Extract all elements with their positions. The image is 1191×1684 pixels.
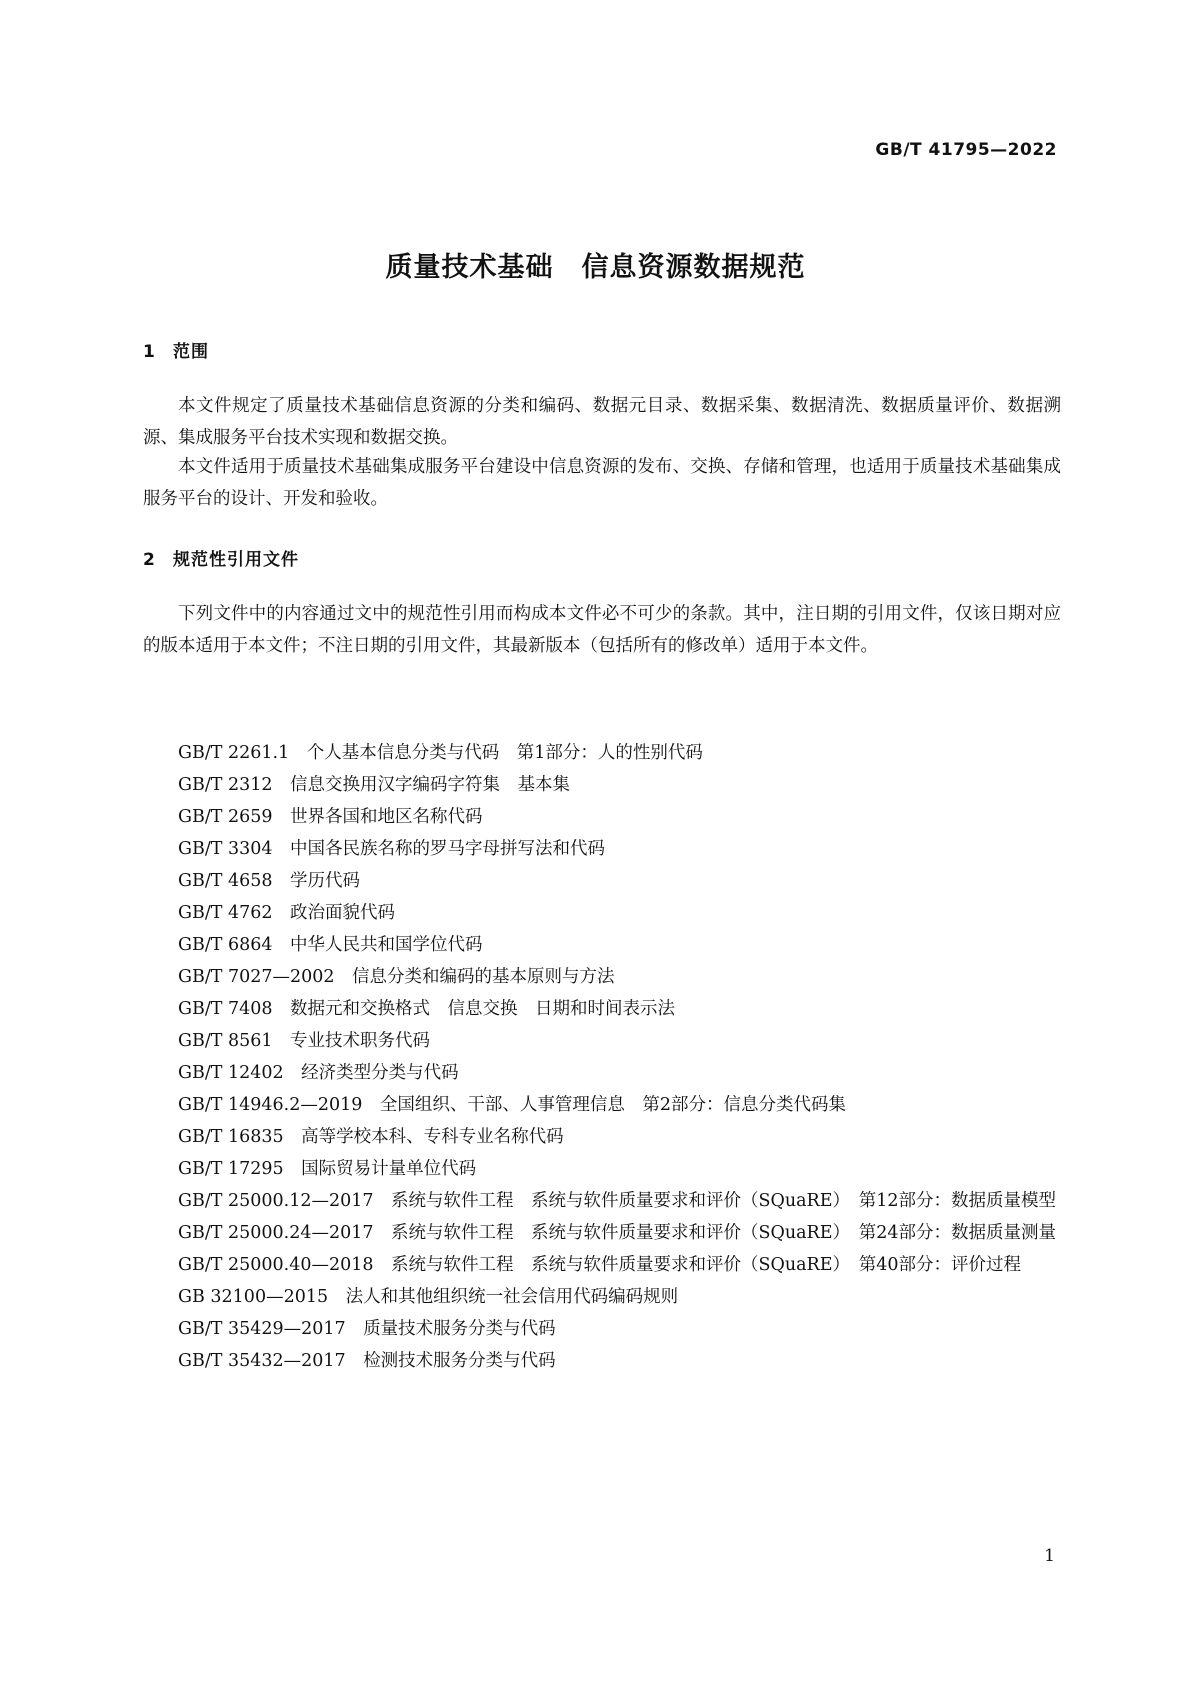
paragraph-references-intro: 下列文件中的内容通过文中的规范性引用而构成本文件必不可少的条款。其中，注日期的引用文件，仅该日期对应的版本适用于本文件；不注日期的引用文件，其最新版本（包括所有的修改单）适用于本文件。 [143,604,1061,656]
section-number: 2 [143,550,156,570]
page-number: 1 [1044,1546,1055,1566]
document-title: 质量技术基础 信息资源数据规范 [385,252,806,283]
reference-item [143,1313,1061,1345]
reference-code: GB/T 3304 [178,839,273,859]
reference-title: 政治面貌代码 [290,903,396,923]
reference-title: 中国各民族名称的罗马字母拼写法和代码 [290,839,606,859]
reference-code: GB 32100—2015 [178,1287,329,1307]
reference-title: 系统与软件工程 系统与软件质量要求和评价（SQuaRE） 第40部分：评价过程 [391,1255,1022,1275]
reference-title: 系统与软件工程 系统与软件质量要求和评价（SQuaRE） 第12部分：数据质量模型 [391,1191,1057,1211]
reference-code: GB/T 8561 [178,1031,273,1051]
reference-title: 系统与软件工程 系统与软件质量要求和评价（SQuaRE） 第24部分：数据质量测量 [391,1223,1057,1243]
reference-title: 世界各国和地区名称代码 [290,807,483,827]
paragraph-scope-1: 本文件规定了质量技术基础信息资源的分类和编码、数据元目录、数据采集、数据清洗、数据质量评价、数据溯源、集成服务平台技术实现和数据交换。 [143,396,1061,448]
reference-code: GB/T 17295 [178,1159,284,1179]
reference-title: 中华人民共和国学位代码 [290,935,483,955]
reference-code: GB/T 7408 [178,999,273,1019]
reference-item [143,1089,1061,1121]
reference-title: 质量技术服务分类与代码 [363,1319,556,1339]
reference-title: 国际贸易计量单位代码 [301,1159,477,1179]
reference-code: GB/T 6864 [178,935,273,955]
reference-code: GB/T 2261.1 [178,743,290,763]
reference-item [143,929,1061,961]
reference-title: 数据元和交换格式 信息交换 日期和时间表示法 [290,999,676,1019]
reference-title: 专业技术职务代码 [290,1031,431,1051]
reference-item [143,897,1061,929]
reference-item [143,737,1061,769]
reference-code: GB/T 25000.12—2017 [178,1191,374,1211]
reference-code: GB/T 2659 [178,807,273,827]
reference-code: GB/T 2312 [178,775,273,795]
reference-item [143,1249,1061,1281]
reference-item [143,1057,1061,1089]
reference-item [143,1217,1061,1249]
reference-code: GB/T 16835 [178,1127,284,1147]
reference-title: 信息交换用汉字编码字符集 基本集 [290,775,571,795]
reference-code: GB/T 35432—2017 [178,1351,346,1371]
reference-code: GB/T 25000.24—2017 [178,1223,374,1243]
reference-item [143,801,1061,833]
section-title: 范围 [173,342,209,362]
reference-item [143,1121,1061,1153]
reference-item [143,1185,1061,1217]
reference-title: 个人基本信息分类与代码 第1部分：人的性别代码 [306,743,703,763]
reference-item [143,769,1061,801]
reference-code: GB/T 4762 [178,903,273,923]
reference-title: 检测技术服务分类与代码 [363,1351,556,1371]
paragraph-scope-2: 本文件适用于质量技术基础集成服务平台建设中信息资源的发布、交换、存储和管理，也适用于质量技术基础集成服务平台的设计、开发和验收。 [143,457,1061,509]
reference-code: GB/T 12402 [178,1063,284,1083]
reference-item [143,993,1061,1025]
reference-title: 全国组织、干部、人事管理信息 第2部分：信息分类代码集 [379,1095,847,1115]
reference-code: GB/T 25000.40—2018 [178,1255,374,1275]
reference-item [143,833,1061,865]
reference-item [143,1281,1061,1313]
reference-item [143,1025,1061,1057]
reference-item [143,961,1061,993]
reference-code: GB/T 4658 [178,871,273,891]
reference-code: GB/T 35429—2017 [178,1319,346,1339]
reference-title: 高等学校本科、专科专业名称代码 [301,1127,564,1147]
reference-code: GB/T 7027—2002 [178,967,335,987]
section-number: 1 [143,342,156,362]
reference-list [143,737,1061,1377]
standard-number: GB/T 41795—2022 [875,140,1057,160]
reference-item [143,1345,1061,1377]
section-heading-scope [143,337,209,362]
reference-code: GB/T 14946.2—2019 [178,1095,363,1115]
reference-item [143,865,1061,897]
section-heading-normative-references [143,545,299,570]
section-title: 规范性引用文件 [173,550,299,570]
reference-title: 信息分类和编码的基本原则与方法 [352,967,615,987]
reference-item [143,1153,1061,1185]
reference-title: 经济类型分类与代码 [301,1063,459,1083]
reference-title: 法人和其他组织统一社会信用代码编码规则 [345,1287,679,1307]
reference-title: 学历代码 [290,871,361,891]
